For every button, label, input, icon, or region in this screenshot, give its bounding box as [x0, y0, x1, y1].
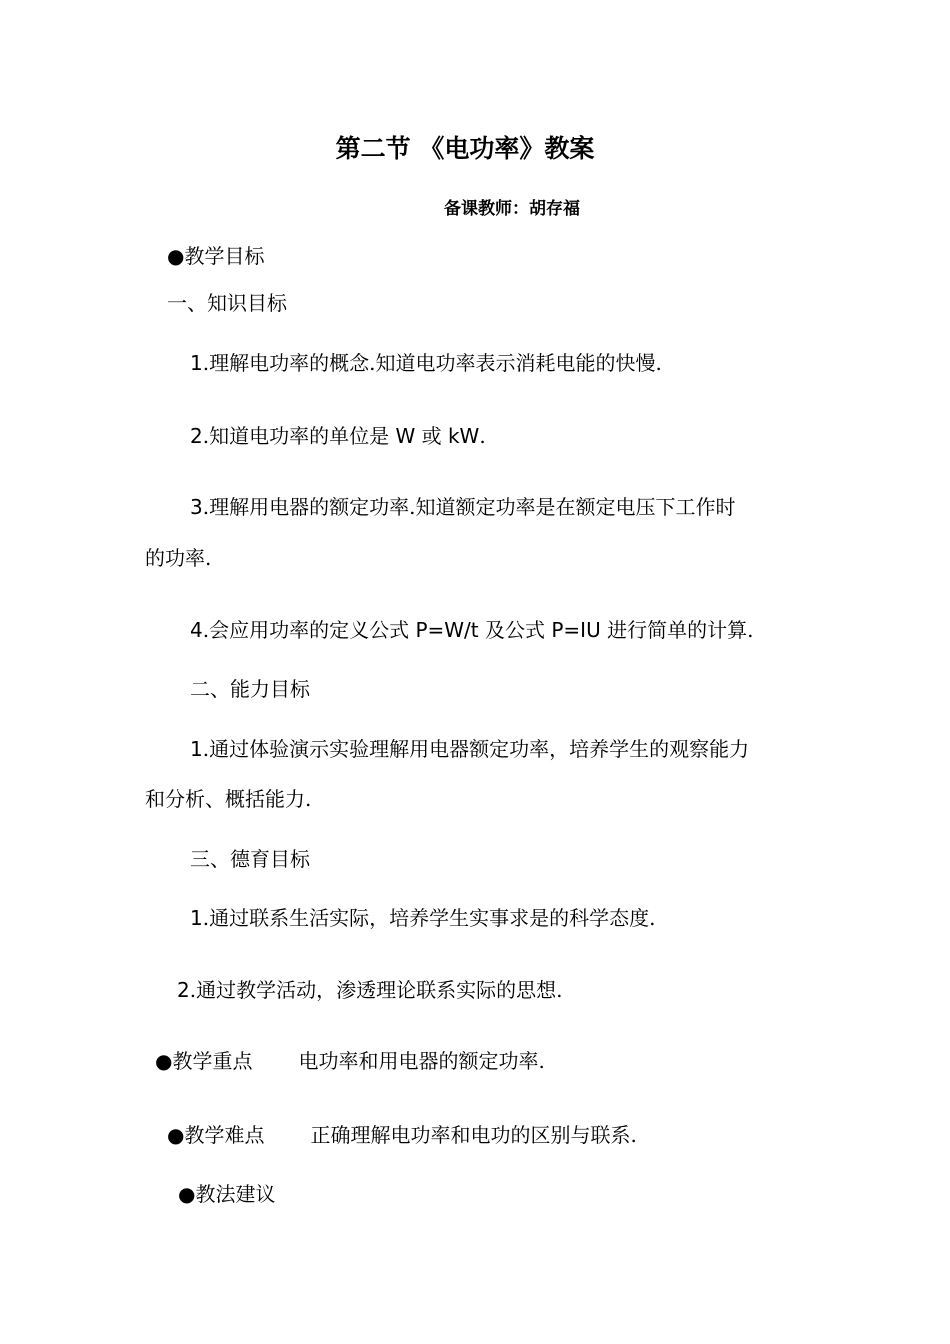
item-text: 进行简单的计算.	[607, 618, 754, 642]
item-number: 4	[190, 618, 203, 642]
item-text: .通过体验演示实验理解用电器额定功率，培养学生的观察能力	[202, 737, 750, 761]
knowledge-item-3-continued: 的功率.	[145, 546, 212, 570]
difficulty-line	[167, 1121, 637, 1149]
knowledge-item-3	[190, 493, 735, 521]
document-title: 第二节 《电功率》教案	[335, 134, 595, 163]
teaching-method-heading: ●教法建议	[178, 1182, 276, 1206]
difficulty-text: 正确理解电功率和电功的区别与联系.	[310, 1123, 637, 1147]
key-point-line	[155, 1047, 545, 1075]
ability-item-1-continued: 和分析、概括能力.	[145, 787, 312, 811]
moral-objectives-heading: 三、德育目标	[190, 847, 310, 871]
item-text: .知道电功率的单位是	[202, 424, 390, 448]
item-text-end: .	[479, 424, 486, 448]
item-text: .通过教学活动，渗透理论联系实际的思想.	[189, 978, 563, 1002]
difficulty-label: ●教学难点	[167, 1123, 265, 1147]
item-text: .理解用电器的额定功率.知道额定功率是在额定电压下工作时	[202, 495, 736, 519]
item-text-or: 或	[421, 424, 442, 448]
item-number: 2	[177, 978, 190, 1002]
formula-power-iu: P=IU	[551, 618, 601, 642]
key-point-text: 电功率和用电器的额定功率.	[298, 1049, 545, 1073]
ability-item-1	[190, 735, 749, 763]
formula-power-definition: P=W/t	[415, 618, 479, 642]
item-text: 及公式	[485, 618, 545, 642]
item-text: .理解电功率的概念.知道电功率表示消耗电能的快慢.	[202, 351, 662, 375]
unit-kw: kW	[447, 424, 480, 448]
knowledge-item-4	[190, 616, 753, 644]
knowledge-objectives-heading: 一、知识目标	[167, 291, 287, 315]
knowledge-item-2	[190, 422, 486, 450]
section-objectives-heading: ●教学目标	[167, 244, 265, 268]
knowledge-item-1	[190, 349, 662, 377]
item-number: 1	[190, 737, 203, 761]
moral-item-2	[177, 976, 562, 1004]
item-number: 1	[190, 351, 203, 375]
item-number: 1	[190, 906, 203, 930]
author-line: 备课教师：胡存福	[444, 199, 580, 219]
item-text: .会应用功率的定义公式	[202, 618, 410, 642]
moral-item-1	[190, 904, 655, 932]
item-number: 2	[190, 424, 203, 448]
key-point-label: ●教学重点	[155, 1049, 253, 1073]
item-number: 3	[190, 495, 203, 519]
item-text: .通过联系生活实际，培养学生实事求是的科学态度.	[202, 906, 656, 930]
ability-objectives-heading: 二、能力目标	[190, 677, 310, 701]
unit-w: W	[395, 424, 416, 448]
